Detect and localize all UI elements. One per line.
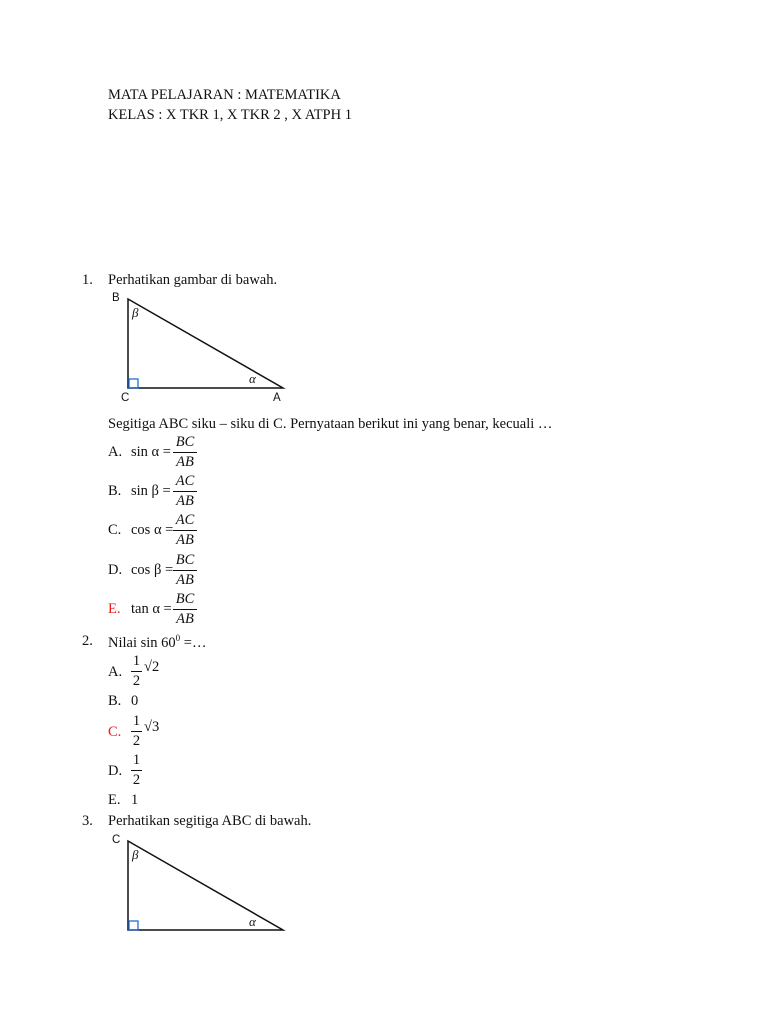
q1-vertex-b: B bbox=[112, 292, 120, 304]
q3-angle-beta: β bbox=[132, 847, 139, 862]
fraction-denominator: 2 bbox=[132, 771, 141, 788]
fraction-denominator: 2 bbox=[132, 732, 141, 749]
q3-triangle bbox=[128, 841, 283, 930]
option-function: sin α = bbox=[131, 444, 171, 460]
option-value: 0 bbox=[131, 693, 139, 709]
fraction-numerator: 1 bbox=[132, 752, 141, 768]
q2-prompt-text: Nilai sin 60 bbox=[108, 634, 176, 651]
option-letter: A. bbox=[108, 444, 123, 460]
option-function: cos β = bbox=[131, 562, 174, 578]
option-letter: A. bbox=[108, 664, 123, 680]
q2-prompt-sup: 0 bbox=[175, 633, 181, 643]
fraction-numerator: BC bbox=[175, 591, 195, 607]
q1-triangle-figure bbox=[100, 290, 300, 410]
q1-vertex-c: C bbox=[121, 392, 130, 404]
fraction-numerator: AC bbox=[175, 512, 195, 528]
q1-angle-beta: β bbox=[132, 305, 139, 320]
fraction-numerator: AC bbox=[175, 473, 195, 489]
q1-vertex-a: A bbox=[273, 392, 281, 404]
option-letter: B. bbox=[108, 483, 122, 499]
q3-angle-alpha: α bbox=[249, 914, 256, 929]
q3-triangle-figure bbox=[100, 832, 300, 942]
option-fraction bbox=[173, 513, 197, 547]
option-fraction bbox=[131, 753, 142, 787]
option-letter: C. bbox=[108, 522, 122, 538]
option-fraction bbox=[131, 714, 142, 748]
q1-statement: Segitiga ABC siku – siku di C. Pernyataan berikut ini yang benar, kecuali … bbox=[108, 416, 553, 432]
fraction-denominator: 2 bbox=[132, 672, 141, 689]
option-letter-marked: C. bbox=[108, 724, 122, 740]
option-letter-marked: E. bbox=[108, 601, 121, 617]
fraction-denominator: AB bbox=[176, 571, 194, 588]
option-function: sin β = bbox=[131, 483, 171, 499]
fraction-denominator: AB bbox=[176, 531, 194, 548]
q1-triangle bbox=[128, 299, 283, 388]
q1-right-angle-marker bbox=[129, 379, 138, 388]
q3-vertex-c: C bbox=[112, 834, 121, 846]
option-root: √3 bbox=[144, 719, 160, 735]
option-fraction bbox=[173, 592, 197, 626]
q1-number: 1. bbox=[82, 272, 93, 288]
option-function: tan α = bbox=[131, 601, 172, 617]
fraction-numerator: BC bbox=[175, 434, 195, 450]
fraction-numerator: 1 bbox=[132, 713, 141, 729]
q3-number: 3. bbox=[82, 813, 93, 829]
q3-prompt: Perhatikan segitiga ABC di bawah. bbox=[108, 813, 312, 829]
fraction-denominator: AB bbox=[176, 492, 194, 509]
q3-right-angle-marker bbox=[129, 921, 138, 930]
q2-prompt bbox=[108, 634, 206, 650]
option-fraction bbox=[173, 553, 197, 587]
option-function: cos α = bbox=[131, 522, 174, 538]
option-value: 1 bbox=[131, 792, 139, 808]
fraction-numerator: 1 bbox=[132, 653, 141, 669]
fraction-denominator: AB bbox=[176, 453, 194, 470]
q1-prompt: Perhatikan gambar di bawah. bbox=[108, 272, 278, 288]
option-root: √2 bbox=[144, 659, 160, 675]
q2-number: 2. bbox=[82, 633, 93, 649]
fraction-denominator: AB bbox=[176, 610, 194, 627]
option-fraction bbox=[173, 435, 197, 469]
subject-line: MATA PELAJARAN : MATEMATIKA bbox=[108, 87, 341, 103]
option-letter: D. bbox=[108, 562, 123, 578]
class-line: KELAS : X TKR 1, X TKR 2 , X ATPH 1 bbox=[108, 107, 352, 123]
option-letter: B. bbox=[108, 693, 122, 709]
option-fraction bbox=[131, 654, 142, 688]
fraction-numerator: BC bbox=[175, 552, 195, 568]
option-fraction bbox=[173, 474, 197, 508]
q2-prompt-tail: =… bbox=[180, 634, 207, 651]
q1-angle-alpha: α bbox=[249, 371, 256, 386]
option-letter: D. bbox=[108, 763, 123, 779]
option-letter: E. bbox=[108, 792, 121, 808]
